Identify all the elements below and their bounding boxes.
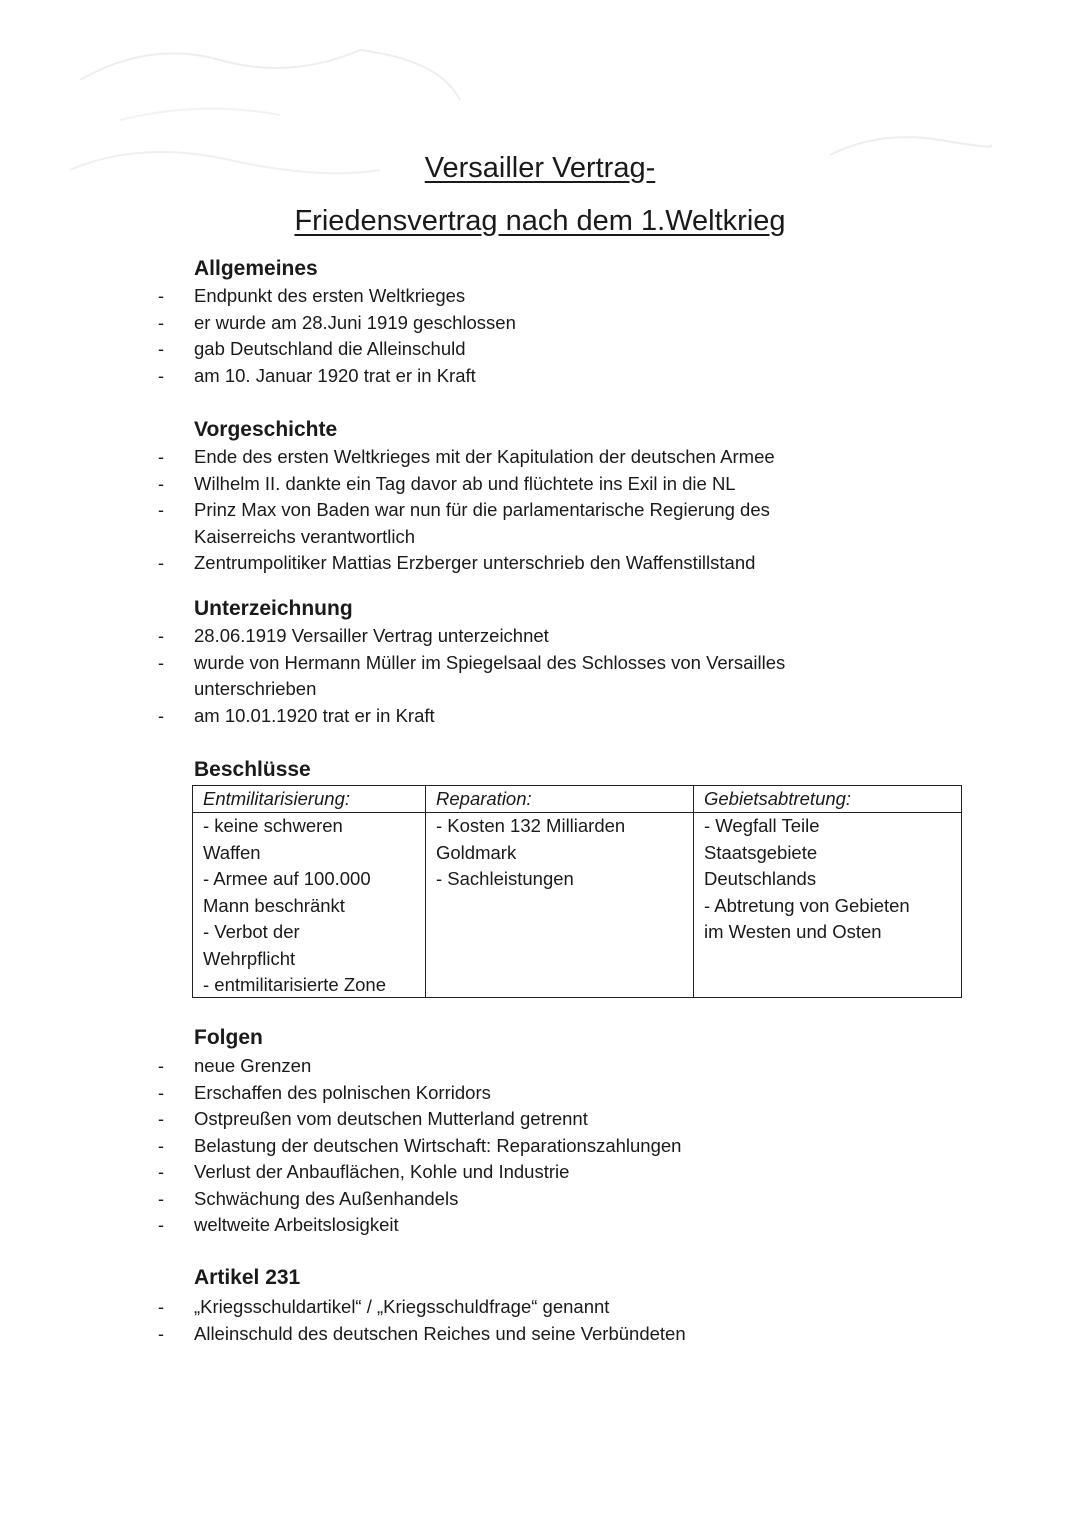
heading-folgen: Folgen (194, 1026, 263, 1049)
cell-line: Deutschlands (704, 868, 817, 889)
cell-line: - Wegfall Teile (704, 815, 820, 836)
bullet-dash: - (158, 500, 164, 520)
cell-line: - Sachleistungen (436, 868, 574, 889)
list-item: - Wilhelm II. dankte ein Tag davor ab und flüchtete ins Exil in die NL (0, 471, 1080, 498)
bullet-dash: - (158, 1135, 164, 1156)
cell-line: im Westen und Osten (704, 921, 882, 942)
bullet-dash: - (158, 553, 164, 573)
table-column-reparation (426, 786, 694, 997)
cell-line: Staatsgebiete (704, 841, 818, 863)
bullet-dash: - (158, 312, 164, 333)
list-vorgeschichte (0, 444, 1080, 577)
heading-unterzeichnung: Unterzeichnung (194, 597, 353, 620)
heading-allgemeines: Allgemeines (194, 257, 318, 280)
list-item: - „Kriegsschuldartikel“ / „Kriegsschuldfrage“ genannt (0, 1294, 1080, 1321)
list-unterzeichnung (0, 623, 1080, 729)
cell-line: Wehrpflicht (203, 947, 296, 969)
bullet-dash: - (158, 447, 164, 467)
bullet-dash: - (158, 705, 164, 726)
table-column-entmilitarisierung (193, 786, 426, 997)
faint-scribble-left (60, 20, 480, 220)
beschluesse-table (192, 785, 962, 998)
bullet-dash: - (158, 1323, 164, 1344)
list-item: - Verlust der Anbauflächen, Kohle und Industrie (0, 1159, 1080, 1186)
bullet-dash: - (158, 365, 164, 386)
title-line-1: Versailler Vertrag- (424, 152, 656, 184)
heading-beschluesse: Beschlüsse (194, 758, 311, 781)
list-folgen (0, 1053, 1080, 1239)
list-item: - Erschaffen des polnischen Korridors (0, 1080, 1080, 1107)
list-item: - Prinz Max von Baden war nun für die parlamentarische Regierung des Kaiserreichs verantwortlich (158, 499, 770, 547)
list-item: - neue Grenzen (0, 1053, 1080, 1080)
cell-line: - Kosten 132 Milliarden (436, 815, 626, 836)
bullet-dash: - (158, 652, 164, 673)
list-item: - Zentrumpolitiker Mattias Erzberger unterschrieb den Waffenstillstand (0, 550, 1080, 577)
list-item: - am 10. Januar 1920 trat er in Kraft (0, 363, 1080, 390)
bullet-dash: - (158, 1188, 164, 1209)
bullet-dash: - (158, 339, 164, 359)
bullet-dash: - (158, 626, 164, 646)
table-header-entmilitarisierung: Entmilitarisierung: (193, 786, 425, 813)
list-item: - am 10.01.1920 trat er in Kraft (0, 703, 1080, 730)
bullet-dash: - (158, 1215, 164, 1235)
list-item: - 28.06.1919 Versailler Vertrag unterzeichnet (0, 623, 1080, 650)
cell-line: Goldmark (436, 841, 517, 863)
list-item: - Endpunkt des ersten Weltkrieges (0, 283, 1080, 310)
heading-artikel-231: Artikel 231 (194, 1266, 301, 1289)
list-item: - Alleinschuld des deutschen Reiches und seine Verbündeten (0, 1321, 1080, 1349)
table-header-reparation: Reparation: (426, 786, 693, 813)
title-line-2: Friedensvertrag nach dem 1.Weltkrieg (294, 205, 786, 237)
list-item: - Belastung der deutschen Wirtschaft: Reparationszahlungen (0, 1133, 1080, 1160)
bullet-dash: - (158, 1082, 164, 1103)
cell-line: - entmilitarisierte Zone (203, 974, 387, 995)
table-column-gebietsabtretung (694, 786, 961, 997)
cell-line: Waffen (203, 841, 261, 863)
list-item: - Ostpreußen vom deutschen Mutterland getrennt (0, 1106, 1080, 1133)
list-allgemeines (0, 283, 1080, 389)
cell-line: - Abtretung von Gebieten (704, 894, 910, 916)
list-item: - wurde von Hermann Müller im Spiegelsaal des Schlosses von Versailles unterschrieben (158, 651, 786, 699)
list-item: - Ende des ersten Weltkrieges mit der Kapitulation der deutschen Armee (0, 444, 1080, 471)
table-header-gebietsabtretung: Gebietsabtretung: (694, 786, 961, 813)
bullet-dash: - (158, 1109, 164, 1129)
list-item: - Schwächung des Außenhandels (0, 1186, 1080, 1213)
heading-vorgeschichte: Vorgeschichte (194, 418, 338, 441)
list-item: - gab Deutschland die Alleinschuld (0, 336, 1080, 363)
list-artikel-231 (0, 1294, 1080, 1349)
cell-line: - Armee auf 100.000 (203, 868, 371, 889)
table-cell-reparation (436, 813, 687, 893)
bullet-dash: - (158, 286, 164, 306)
table-cell-entmilitarisierung (203, 813, 419, 999)
bullet-dash: - (158, 1056, 164, 1076)
list-item: - weltweite Arbeitslosigkeit (0, 1212, 1080, 1239)
table-cell-gebietsabtretung (704, 813, 955, 946)
cell-line: - Verbot der (203, 921, 300, 942)
bullet-dash: - (158, 1297, 164, 1317)
cell-line: Mann beschränkt (203, 894, 345, 916)
list-item: - er wurde am 28.Juni 1919 geschlossen (0, 310, 1080, 337)
bullet-dash: - (158, 473, 164, 494)
cell-line: - keine schweren (203, 815, 343, 836)
bullet-dash: - (158, 1162, 164, 1182)
